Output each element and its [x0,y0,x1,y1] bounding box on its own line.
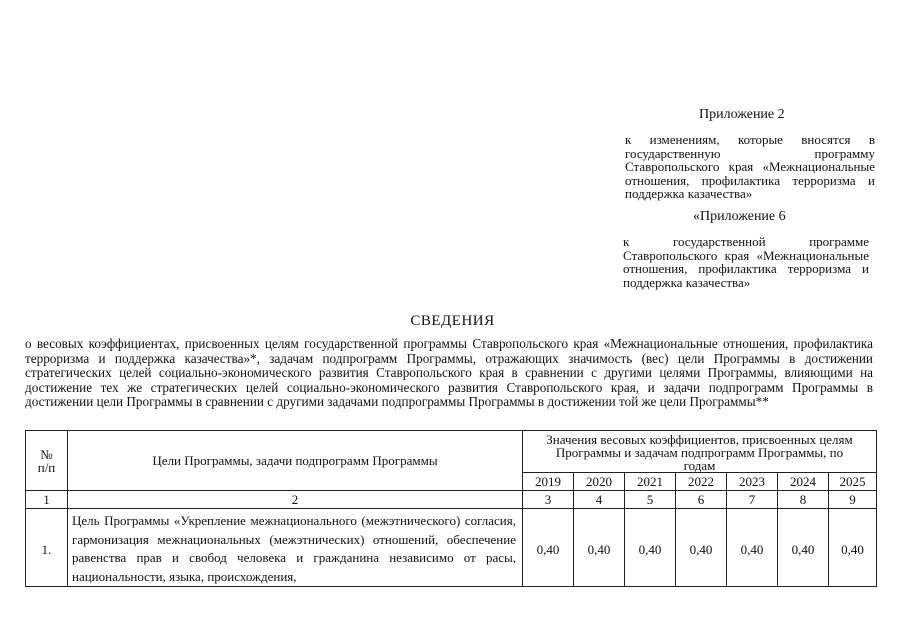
col-index: 2 [68,491,523,509]
appendix6-title: «Приложение 6 [693,209,786,224]
table-row [26,509,877,587]
weights-table [25,430,877,587]
row-value: 0,40 [523,509,574,587]
col-index: 4 [574,491,625,509]
year-header: 2021 [625,473,676,491]
col-values-header: Значения весовых коэффициентов, присвоенных целям Программы и задачам подпрограмм Программы, по годам [523,431,877,473]
row-value: 0,40 [676,509,727,587]
year-header: 2024 [778,473,829,491]
row-value: 0,40 [625,509,676,587]
row-value: 0,40 [727,509,778,587]
year-header: 2025 [829,473,877,491]
row-number: 1. [26,509,68,587]
col-index: 7 [727,491,778,509]
year-header: 2019 [523,473,574,491]
col-index: 6 [676,491,727,509]
col-goal-header: Цели Программы, задачи подпрограмм Программы [68,431,523,491]
appendix6-description: к государственной программе Ставропольского края «Межнациональные отношения, профилактика терроризма и поддержка казачества» [623,234,869,290]
row-goal-text: Цель Программы «Укрепление межнационального (межэтнического) согласия, гармонизация межнациональных (межэтнических) отношений, обеспечение равенства прав и свобод человека и гражданина независимо от расы, национальности, языка, происхождения, [68,509,523,587]
col-number-header: № п/п [26,431,68,491]
year-header: 2023 [727,473,778,491]
appendix-title: Приложение 2 [699,107,785,122]
row-value: 0,40 [574,509,625,587]
col-index: 5 [625,491,676,509]
col-index: 1 [26,491,68,509]
appendix-description: к изменениям, которые вносятся в государственную программу Ставропольского края «Межнациональные отношения, профилактика терроризма и поддержка казачества» [625,132,875,201]
year-header: 2020 [574,473,625,491]
year-header: 2022 [676,473,727,491]
row-value: 0,40 [829,509,877,587]
col-index: 8 [778,491,829,509]
row-value: 0,40 [778,509,829,587]
col-index: 9 [829,491,877,509]
document-intro: о весовых коэффициентах, присвоенных целям государственной программы Ставропольского края «Межнациональные отношения, профилактика терроризма и поддержка казачества»*, задачам подпрограмм Программы, отражающих значимость (вес) цели Программы в достижении стратегических целей социально-экономического развития Ставропольского края в сравнении с другими целями Программы, влияющими на достижение тех же стратегических целей социально-экономического развития Ставропольского края, и задачи подпрограмм Программы в достижении цели Программы в сравнении с другими задачами подпрограммы Программы в достижении той же цели Программы** [25,336,873,410]
col-index: 3 [523,491,574,509]
document-title: СВЕДЕНИЯ [410,313,495,329]
